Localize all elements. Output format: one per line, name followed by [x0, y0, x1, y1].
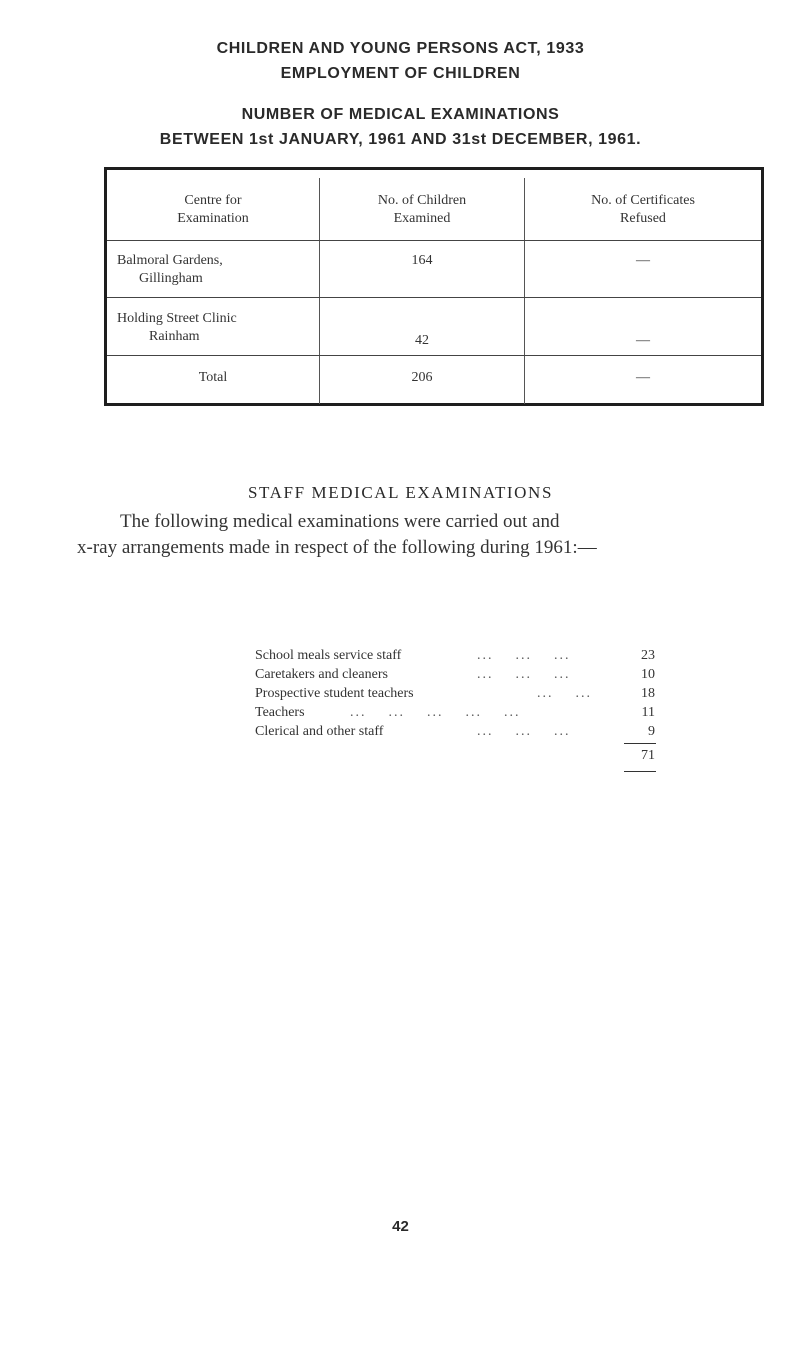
section-title: STAFF MEDICAL EXAMINATIONS — [247, 483, 553, 502]
sum-rule-top — [624, 743, 656, 744]
column-header-examined: No. of Children Examined — [377, 193, 467, 226]
staff-total: 71 — [641, 748, 655, 763]
list-item: Prospective student teachers ... ... 18 — [255, 686, 655, 701]
row-divider — [107, 355, 761, 356]
intro-line-1: The following medical examinations were carried out and — [120, 511, 560, 532]
intro-line-2: x-ray arrangements made in respect of the following during 1961:— — [77, 537, 597, 558]
table-row-refused: — — [636, 253, 650, 268]
staff-list — [255, 648, 655, 743]
column-header-refused: No. of Certificates Refused — [591, 193, 695, 226]
table-row-centre: Holding Street Clinic Rainham — [117, 311, 237, 344]
list-item: Teachers ... ... ... ... ... 11 — [255, 705, 655, 720]
table-row-centre: Balmoral Gardens, Gillingham — [117, 253, 223, 286]
heading-period: BETWEEN 1st JANUARY, 1961 AND 31st DECEMBER, 1961. — [159, 131, 642, 148]
examinations-table — [104, 170, 764, 406]
table-row-examined: 42 — [415, 333, 429, 348]
table-total-refused: — — [636, 370, 650, 385]
table-total-label: Total — [198, 370, 228, 385]
sum-rule-bottom — [624, 771, 656, 772]
list-item: Caretakers and cleaners ... ... ... 10 — [255, 667, 655, 682]
heading-employment: EMPLOYMENT OF CHILDREN — [280, 65, 521, 82]
page-number: 42 — [392, 1218, 409, 1235]
row-divider — [107, 240, 527, 241]
table-row-refused: — — [636, 333, 650, 348]
row-divider — [107, 297, 761, 298]
row-divider — [525, 240, 761, 241]
heading-number: NUMBER OF MEDICAL EXAMINATIONS — [241, 106, 560, 123]
table-total-examined: 206 — [411, 370, 433, 385]
list-item: School meals service staff ... ... ... 23 — [255, 648, 655, 663]
table-row-examined: 164 — [411, 253, 433, 268]
list-item: Clerical and other staff ... ... ... 9 — [255, 724, 655, 739]
heading-act: CHILDREN AND YOUNG PERSONS ACT, 1933 — [216, 40, 585, 57]
column-header-centre: Centre for Examination — [177, 193, 249, 226]
